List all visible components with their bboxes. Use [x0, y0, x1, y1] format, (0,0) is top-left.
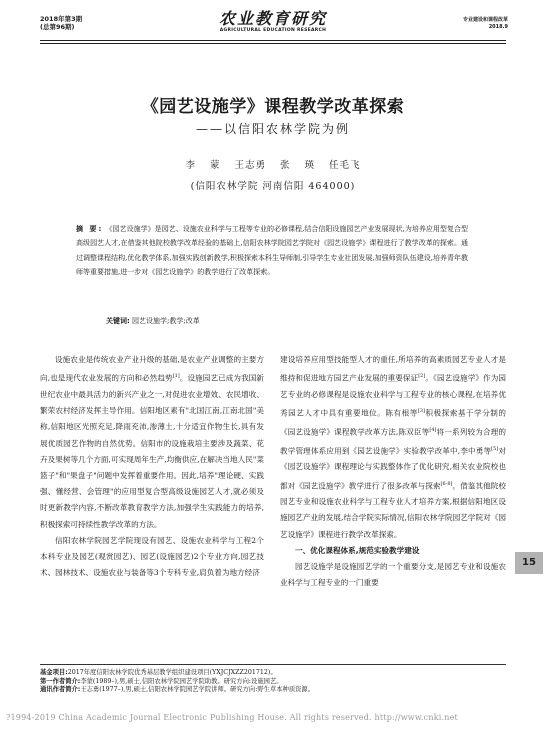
- journal-english-title: AGRICULTURAL EDUCATION RESEARCH: [219, 28, 327, 33]
- body-paragraph: 信阳农林学院园艺学院现设有园艺、设施农业科学与工程2个本科专业及园艺(观赏园艺)、园艺(设施园艺)2个专业方向,园艺技术、园林技术、设施农业与装备等3个专科专业,肩负着为地方经济: [40, 535, 264, 578]
- body-paragraph: 园艺设施学是设施园艺学的一个重要分支,是园艺专业和设施农业科学与工程专业的一门重要: [280, 562, 506, 588]
- author-affiliation: (信阳农林学院 河南信阳 464000): [190, 181, 356, 192]
- funding-note: 基金项目:2017年度信阳农林学院优秀基层教学组织建设项目(YXJCJXZZ201712)。: [40, 669, 277, 676]
- section-heading: 一、优化课程体系,规范实验教学建设: [295, 545, 420, 555]
- body-column-right: [280, 352, 506, 592]
- issue-date: 2018.9: [488, 24, 508, 30]
- body-paragraph: 建设培养应用型技能型人才的重任,所培养的高素质园艺专业人才是维持和促进地方园艺产业发展的重要保证[2]。《园艺设施学》作为园艺专业的必修课程是设施农业科学与工程专业的核心课程,在培养优秀园艺人才中具有重要地位。陈有根等[3]积极探索基于学分制的《园艺设施学》课程教学改革方法,陈双臣等[4]将一系列较为合理的教学管理体系应用到《园艺设施学》实验教学改革中,李中勇等[5]对《园艺设施学》课程理论与实践整体作了优化研究,相关农业院校也都对《园艺设施学》教学进行了很多改革与探索[6-8]。借鉴其他院校园艺专业和设施农业科学与工程专业人才培养方案,根据信阳地区设施园艺产业的发展,结合学院实际情况,信阳农林学院园艺学院对《园艺设施学》课程进行教学改革探索。: [280, 355, 507, 539]
- abstract-text: 《园艺设施学》是园艺、设施农业科学与工程等专业的必修课程,结合信阳设施园艺产业发展现状,为培养应用型复合型高级园艺人才,在借鉴其他院校教学改革经验的基础上,信阳农林学院园艺学院对《园艺设施学》课程进行了教学改革的探索。通过调整课程结构,优化教学体系,加强实践创新教学,积极探索本科生导师制,引导学生专业社团发展,加强师资队伍建设,培养青年教师等重要措施,进一步对《园艺设施学》的教学进行了改革探索。: [76, 225, 468, 276]
- footnotes: [40, 669, 506, 695]
- citation: [3]: [417, 408, 425, 415]
- abstract: [76, 222, 468, 279]
- citation: [4]: [429, 426, 437, 433]
- article-title: 《园艺设施学》课程教学改革探索: [141, 97, 405, 117]
- header-rule-thin: [40, 43, 506, 44]
- author-list: 李 蒙 王志勇 张 瑛 任毛飞: [185, 160, 361, 171]
- citation: [2]: [418, 373, 426, 380]
- corresponding-author-note: 通讯作者简介:王志勇(1977–),男,硕士,信阳农林学院园艺学院讲师。研究方向:野生草本种质资源。: [40, 686, 315, 694]
- keywords-text: 园艺设施学;教学;改革: [132, 317, 200, 325]
- issue-number: 2018年第3期: [40, 15, 83, 23]
- body-paragraph: 设施农业是传统农业产业升级的基础,是农业产业调整的主要方向,也是现代农业发展的方向和必然趋势[1]。设施园艺已成为我国新世纪农业中最具活力的新兴产业之一,对促进农业增效、农民增收、繁荣农村经济发挥主导作用。信阳地区素有"北国江南,江南北国"美称,信阳地区光照充足,降雨充沛,渗薄土,十分适宜作物生长,具有发展优质园艺作物的自然优势。信阳市的设施栽培主要涉及蔬菜、花卉及果树等几个方面,可实现周年生产,均衡供应,在解决当地人民"菜篮子"和"果盘子"问题中发挥着重要作用。因此,培养"理论硬、实践强、懂经营、会管理"的应用型复合型高级设施园艺人才,就必须及时更新教学内容,不断改革教育教学方法,加强学生实践能力的培养,积极探索可持续性教学改革的方法。: [40, 355, 265, 529]
- footnote-rule: [40, 664, 506, 665]
- article-subtitle: ——以信阳农林学院为例: [195, 122, 350, 136]
- first-author-note: 第一作者简介:李蒙(1989–),男,硕士,信阳农林学院园艺学院助教。研究方向:设施园艺。: [40, 677, 283, 685]
- citation: [6-8]: [440, 480, 453, 487]
- keywords: [106, 316, 466, 326]
- section-info: [463, 17, 508, 31]
- citation: [1]: [172, 373, 180, 380]
- citation: [5]: [491, 445, 499, 452]
- keywords-label: 关键词:: [106, 317, 130, 325]
- body-column-left: [40, 352, 264, 581]
- section-name: 专业建设和课程改革: [462, 17, 508, 23]
- page-number: 15: [515, 552, 543, 574]
- abstract-label: 摘 要:: [76, 225, 104, 233]
- issue-total: (总第96期): [40, 23, 75, 31]
- journal-title: 农业教育研究: [218, 9, 327, 28]
- header-rule-thick: [40, 40, 506, 41]
- copyright-notice: ?1994-2019 China Academic Journal Electronic Publishing House. All rights reserved. http://www.cnki.net: [6, 713, 458, 722]
